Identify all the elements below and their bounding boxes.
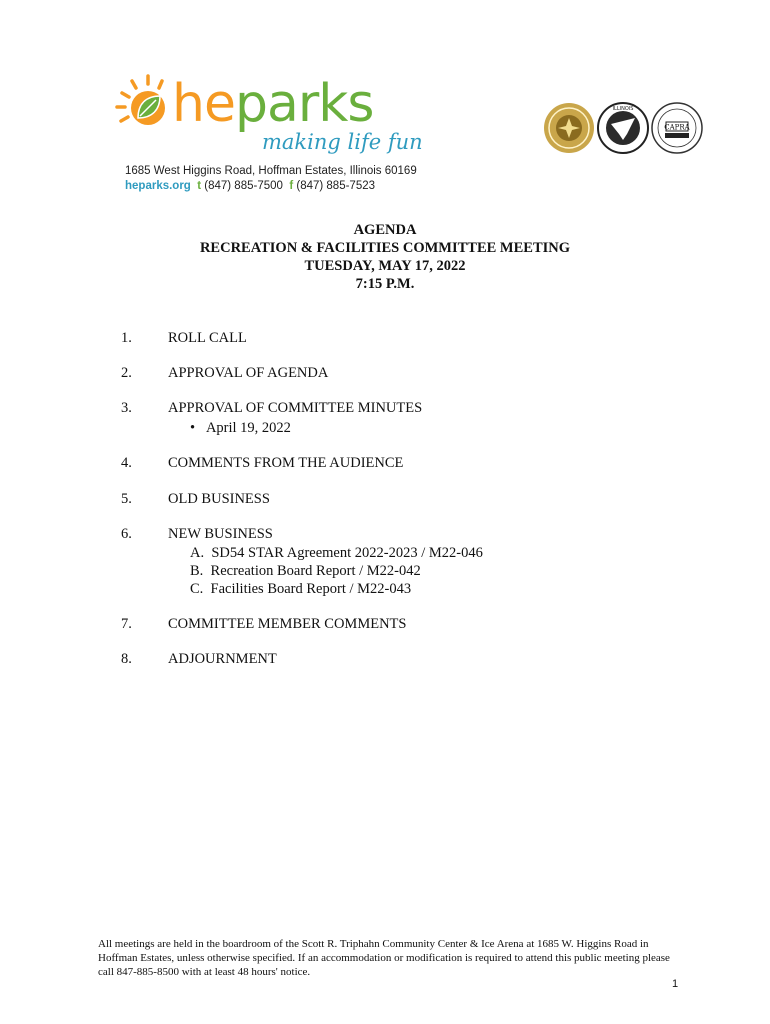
brand-parks: parks [234,74,374,134]
meeting-date: TUESDAY, MAY 17, 2022 [304,258,466,274]
capra-seal-icon [651,100,703,156]
sun-leaf-logo-icon [112,72,176,138]
illinois-seal-icon [597,100,649,156]
brand-tagline: making life fun [262,130,423,154]
item-roll-call: ROLL CALL [168,330,247,346]
meeting-time: 7:15 P.M. [355,276,415,292]
footer-note: All meetings are held in the boardroom of the Scott R. Triphahn Community Center & Ice Arena at 1685 W. Higgins Road in Hoffman Estates, unless otherwise specified. If an accommodation or modification is required to attend this public meeting please call 847-885-8500 with at least 48 hours' notice. [98,938,670,978]
new-business-subitem: C. Facilities Board Report / M22-043 [190,581,412,597]
item-number: 3. [121,400,132,416]
item-committee-member-comments: COMMITTEE MEMBER COMMENTS [168,616,407,632]
item-number: 7. [121,616,132,632]
item-approval-of-minutes: APPROVAL OF COMMITTEE MINUTES [168,400,423,416]
address-line: 1685 West Higgins Road, Hoffman Estates, Illinois 60169 [125,165,417,177]
item-number: 6. [121,526,132,542]
new-business-subitem: A. SD54 STAR Agreement 2022-2023 / M22-046 [190,545,483,561]
phone-number: (847) 885-7500 [204,180,283,192]
illinois-seal-text: ILLINOIS [612,106,634,112]
minutes-bullet: • April 19, 2022 [190,420,291,436]
gold-seal-icon [543,100,595,156]
item-number: 1. [121,330,132,346]
fax-number: (847) 885-7523 [296,180,376,192]
item-comments-from-audience: COMMENTS FROM THE AUDIENCE [168,455,404,471]
brand-logo [172,74,374,134]
website-link[interactable]: heparks.org [125,180,191,192]
meeting-title: RECREATION & FACILITIES COMMITTEE MEETING [199,240,571,256]
new-business-subitem: B. Recreation Board Report / M22-042 [190,563,421,579]
item-new-business: NEW BUSINESS [168,526,273,542]
agenda-title: AGENDA [353,222,417,238]
minutes-date: April 19, 2022 [205,420,291,436]
page-number: 1 [672,978,679,990]
item-adjournment: ADJOURNMENT [168,651,277,667]
item-approval-of-agenda: APPROVAL OF AGENDA [168,365,329,381]
item-number: 2. [121,365,132,381]
brand-he: he [172,74,235,134]
item-number: 4. [121,455,132,471]
contact-line [125,180,375,192]
phone-key: t [197,180,202,192]
item-old-business: OLD BUSINESS [168,491,270,507]
fax-key: f [289,180,294,192]
capra-seal-text: CAPRA [664,123,690,132]
item-number: 5. [121,491,132,507]
item-number: 8. [121,651,132,667]
